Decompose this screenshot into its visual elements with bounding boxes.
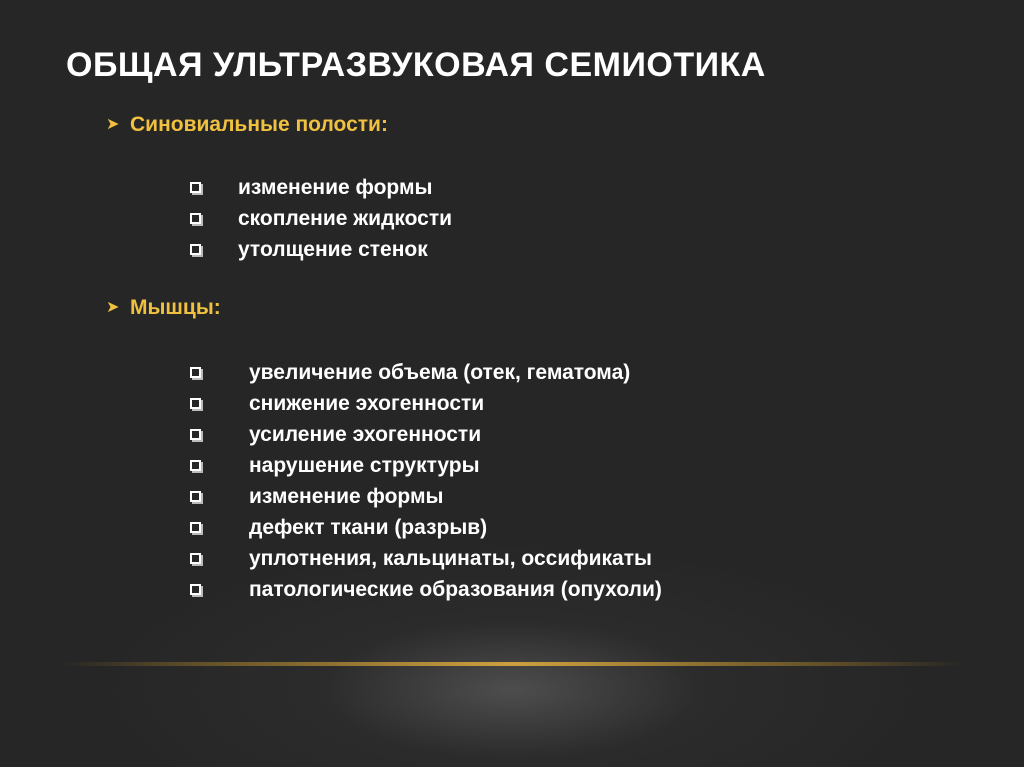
checkbox-square-icon [190,213,201,224]
list-item-label: изменение формы [249,484,444,508]
slide-title: ОБЩАЯ УЛЬТРАЗВУКОВАЯ СЕМИОТИКА [66,46,766,84]
decorative-glow-line [60,662,964,666]
list-item-label: патологические образования (опухоли) [249,577,662,601]
list-item-label: изменение формы [238,175,433,199]
list-item [190,388,662,419]
list-item-label: усиление эхогенности [249,422,482,446]
section-heading-label: Мышцы: [130,296,221,319]
synovial-list [190,172,452,265]
list-item-label: нарушение структуры [249,453,480,477]
list-item [190,574,662,605]
checkbox-square-icon [190,460,201,471]
checkbox-square-icon [190,584,201,595]
list-item-label: дефект ткани (разрыв) [249,515,488,539]
checkbox-square-icon [190,522,201,533]
section-heading-label: Синовиальные полости: [130,113,388,136]
list-item [190,543,662,574]
list-item [190,357,662,388]
list-item-label: уплотнения, кальцинаты, оссификаты [249,546,652,570]
list-item [190,512,662,543]
list-item [190,481,662,512]
arrow-right-icon: ➤ [106,116,120,133]
checkbox-square-icon [190,244,201,255]
checkbox-square-icon [190,491,201,502]
list-item [190,450,662,481]
checkbox-square-icon [190,367,201,378]
arrow-right-icon: ➤ [106,299,120,316]
list-item [190,172,452,203]
muscles-list [190,357,662,605]
list-item [190,419,662,450]
checkbox-square-icon [190,553,201,564]
checkbox-square-icon [190,398,201,409]
list-item [190,203,452,234]
list-item-label: увеличение объема (отек, гематома) [249,360,631,384]
section-heading-synovial [106,113,388,137]
checkbox-square-icon [190,182,201,193]
list-item-label: утолщение стенок [238,237,428,261]
section-heading-muscles [106,296,221,320]
checkbox-square-icon [190,429,201,440]
list-item-label: скопление жидкости [238,206,453,230]
list-item-label: снижение эхогенности [249,391,485,415]
list-item [190,234,452,265]
